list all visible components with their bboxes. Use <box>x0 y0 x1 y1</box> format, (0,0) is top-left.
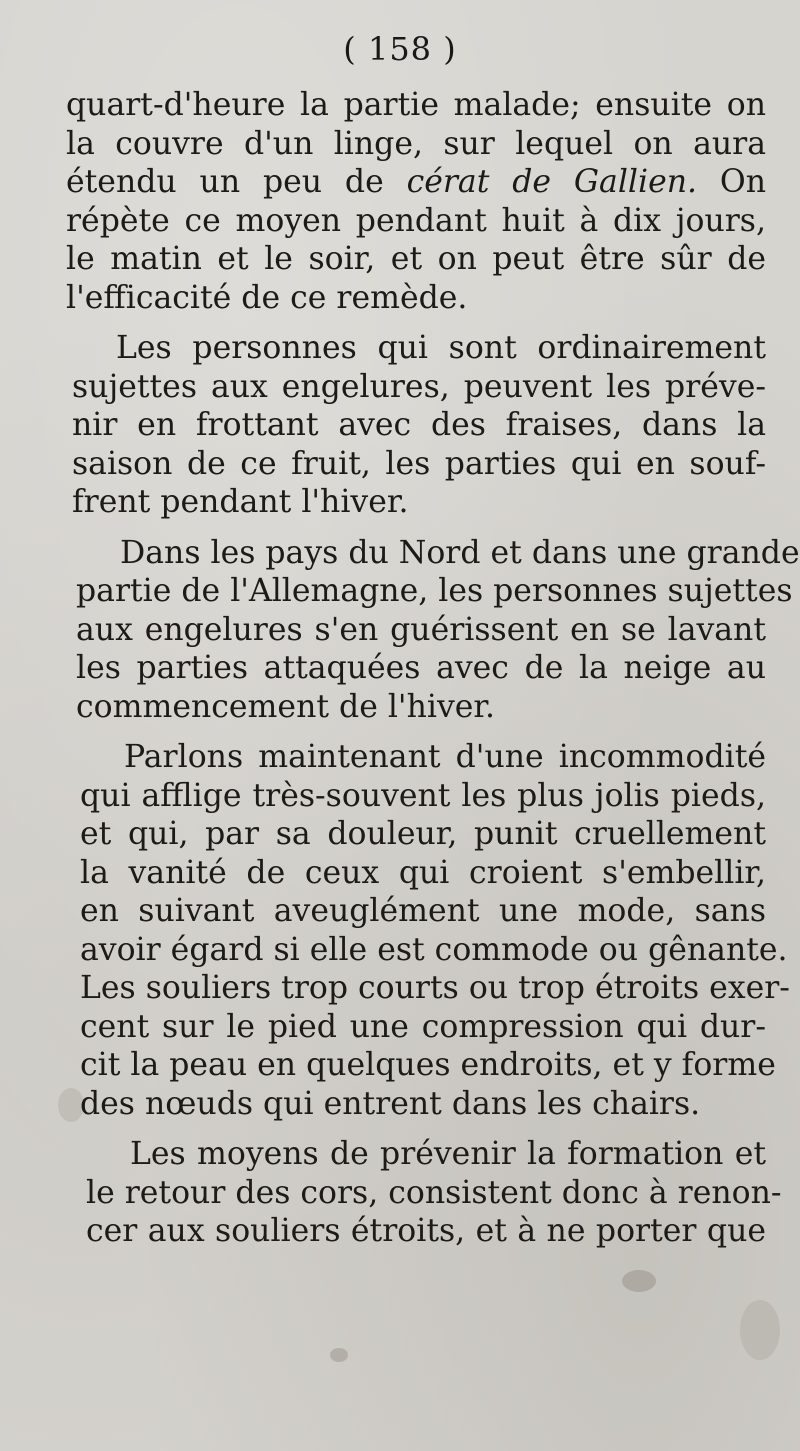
text-line: la vanité de ceux qui croient s'embellir, <box>80 854 766 891</box>
text-line: quart-d'heure la partie malade; ensuite on <box>66 87 766 123</box>
paper-stain <box>740 1300 780 1360</box>
paragraph <box>86 1135 782 1251</box>
text-line: les parties attaquées avec de la neige au <box>76 650 766 686</box>
text-segment: On <box>697 164 766 200</box>
text-line: partie de l'Allemagne, les personnes sujettes <box>76 573 793 609</box>
text-line: nir en frottant avec des fraises, dans la <box>72 407 766 443</box>
text-line: cent sur le pied une compression qui dur- <box>80 1008 766 1045</box>
paper-stain <box>330 1348 348 1362</box>
text-line: des nœuds qui entrent dans les chairs. <box>80 1085 701 1122</box>
text-line: cit la peau en quelques endroits, et y forme <box>80 1047 776 1083</box>
text-line: qui afflige très-souvent les plus jolis pieds, <box>80 777 766 814</box>
page-number: ( 158 ) <box>343 30 457 68</box>
body-text <box>66 86 800 1263</box>
text-line: avoir égard si elle est commode ou gênante. <box>80 931 788 968</box>
paper-stain <box>622 1270 656 1292</box>
paragraph <box>80 738 790 1123</box>
paragraph <box>72 329 766 522</box>
text-line: cer aux souliers étroits, et à ne porter que <box>86 1213 766 1249</box>
text-line: le retour des cors, consistent donc à renon- <box>86 1174 782 1211</box>
text-line: répète ce moyen pendant huit à dix jours, <box>66 202 766 239</box>
text-line: frent pendant l'hiver. <box>72 484 409 520</box>
text-line: Les souliers trop courts ou trop étroits exer- <box>80 970 790 1006</box>
text-line: en suivant aveuglément une mode, sans <box>80 893 766 929</box>
text-line: saison de ce fruit, les parties qui en souf- <box>72 445 766 482</box>
text-line: le matin et le soir, et on peut être sûr de <box>66 241 766 277</box>
text-line: aux engelures s'en guérissent en se lavant <box>76 611 766 648</box>
text-line: et qui, par sa douleur, punit cruellement <box>80 816 766 852</box>
paragraph <box>66 86 766 317</box>
text-line: Les personnes qui sont ordinairement <box>116 330 766 366</box>
text-segment: étendu un peu de <box>66 164 407 200</box>
text-line: commencement de l'hiver. <box>76 688 495 725</box>
text-line: sujettes aux engelures, peuvent les préve- <box>72 368 766 405</box>
text-line: Parlons maintenant d'une incommodité <box>124 739 766 775</box>
text-line: la couvre d'un linge, sur lequel on aura <box>66 125 766 162</box>
italic-term: cérat de Gallien. <box>406 164 698 200</box>
text-line: l'efficacité de ce remède. <box>66 279 468 316</box>
text-line: Dans les pays du Nord et dans une grande <box>120 534 800 571</box>
text-line <box>66 163 766 202</box>
paragraph <box>76 534 800 727</box>
text-line: Les moyens de prévenir la formation et <box>130 1136 766 1172</box>
